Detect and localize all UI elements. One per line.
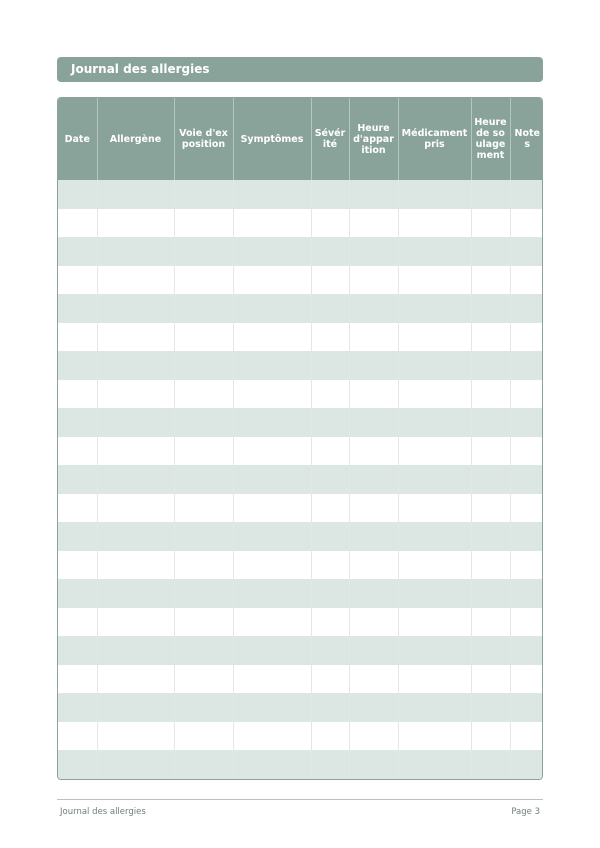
- table-cell[interactable]: [233, 294, 311, 323]
- table-cell[interactable]: [349, 636, 398, 665]
- table-cell[interactable]: [174, 551, 233, 580]
- table-cell[interactable]: [349, 579, 398, 608]
- table-cell[interactable]: [311, 294, 349, 323]
- table-cell[interactable]: [398, 750, 471, 779]
- table-cell[interactable]: [349, 209, 398, 238]
- table-cell[interactable]: [311, 494, 349, 523]
- table-cell[interactable]: [510, 693, 543, 722]
- table-cell[interactable]: [58, 750, 97, 779]
- table-cell[interactable]: [58, 722, 97, 751]
- table-cell[interactable]: [471, 522, 510, 551]
- table-cell[interactable]: [311, 750, 349, 779]
- table-cell[interactable]: [97, 636, 174, 665]
- table-cell[interactable]: [58, 323, 97, 352]
- table-cell[interactable]: [97, 180, 174, 209]
- table-cell[interactable]: [174, 408, 233, 437]
- table-cell[interactable]: [233, 551, 311, 580]
- table-cell[interactable]: [510, 266, 543, 295]
- table-cell[interactable]: [233, 522, 311, 551]
- table-cell[interactable]: [97, 665, 174, 694]
- footer-title: Journal des allergies: [60, 807, 146, 817]
- table-cell[interactable]: [233, 437, 311, 466]
- table-cell[interactable]: [311, 636, 349, 665]
- table-cell[interactable]: [58, 437, 97, 466]
- table-cell[interactable]: [174, 351, 233, 380]
- table-cell[interactable]: [174, 579, 233, 608]
- table-cell[interactable]: [174, 665, 233, 694]
- table-cell[interactable]: [510, 380, 543, 409]
- table-cell[interactable]: [398, 323, 471, 352]
- table-cell[interactable]: [510, 608, 543, 637]
- table-cell[interactable]: [311, 180, 349, 209]
- table-cell[interactable]: [349, 380, 398, 409]
- table-row: [58, 665, 543, 694]
- table-cell[interactable]: [233, 408, 311, 437]
- table-cell[interactable]: [58, 665, 97, 694]
- table-cell[interactable]: [97, 237, 174, 266]
- table-cell[interactable]: [398, 380, 471, 409]
- table-cell[interactable]: [233, 237, 311, 266]
- table-cell[interactable]: [311, 608, 349, 637]
- table-cell[interactable]: [58, 494, 97, 523]
- table-cell[interactable]: [233, 180, 311, 209]
- column-header-severity: Sévérité: [311, 98, 349, 180]
- table-row: [58, 579, 543, 608]
- table-cell[interactable]: [471, 209, 510, 238]
- table-row: [58, 437, 543, 466]
- table-cell[interactable]: [311, 722, 349, 751]
- table-cell[interactable]: [510, 408, 543, 437]
- table-cell[interactable]: [349, 266, 398, 295]
- table-cell[interactable]: [174, 380, 233, 409]
- table-cell[interactable]: [97, 408, 174, 437]
- table-cell[interactable]: [398, 579, 471, 608]
- table-cell[interactable]: [311, 351, 349, 380]
- table-cell[interactable]: [174, 693, 233, 722]
- table-cell[interactable]: [510, 722, 543, 751]
- table-cell[interactable]: [349, 722, 398, 751]
- table-cell[interactable]: [398, 693, 471, 722]
- table-cell[interactable]: [58, 408, 97, 437]
- table-cell[interactable]: [58, 180, 97, 209]
- table-cell[interactable]: [97, 351, 174, 380]
- table-row: [58, 266, 543, 295]
- table-cell[interactable]: [510, 437, 543, 466]
- table-cell[interactable]: [510, 323, 543, 352]
- table-cell[interactable]: [471, 351, 510, 380]
- table-cell[interactable]: [174, 180, 233, 209]
- table-cell[interactable]: [97, 522, 174, 551]
- table-cell[interactable]: [510, 209, 543, 238]
- table-cell[interactable]: [58, 636, 97, 665]
- table-cell[interactable]: [349, 351, 398, 380]
- table-cell[interactable]: [174, 608, 233, 637]
- table-cell[interactable]: [398, 209, 471, 238]
- table-cell[interactable]: [58, 380, 97, 409]
- table-cell[interactable]: [510, 180, 543, 209]
- table-cell[interactable]: [398, 180, 471, 209]
- table-cell[interactable]: [311, 693, 349, 722]
- table-cell[interactable]: [471, 437, 510, 466]
- table-cell[interactable]: [398, 465, 471, 494]
- table-header-row: [58, 98, 543, 180]
- table-cell[interactable]: [471, 323, 510, 352]
- table-row: [58, 380, 543, 409]
- table-cell[interactable]: [311, 323, 349, 352]
- table-cell[interactable]: [471, 665, 510, 694]
- table-cell[interactable]: [97, 693, 174, 722]
- table-cell[interactable]: [398, 294, 471, 323]
- table-cell[interactable]: [510, 522, 543, 551]
- table-cell[interactable]: [58, 579, 97, 608]
- table-cell[interactable]: [311, 237, 349, 266]
- table-cell[interactable]: [58, 465, 97, 494]
- table-cell[interactable]: [398, 437, 471, 466]
- table-cell[interactable]: [97, 209, 174, 238]
- table-cell[interactable]: [510, 294, 543, 323]
- table-cell[interactable]: [97, 266, 174, 295]
- table-cell[interactable]: [233, 608, 311, 637]
- table-cell[interactable]: [58, 693, 97, 722]
- table-cell[interactable]: [233, 636, 311, 665]
- table-cell[interactable]: [174, 636, 233, 665]
- table-cell[interactable]: [233, 351, 311, 380]
- table-cell[interactable]: [349, 750, 398, 779]
- table-cell[interactable]: [174, 722, 233, 751]
- table-cell[interactable]: [349, 522, 398, 551]
- table-cell[interactable]: [349, 693, 398, 722]
- table-cell[interactable]: [471, 551, 510, 580]
- table-cell[interactable]: [311, 209, 349, 238]
- table-row: [58, 408, 543, 437]
- table-cell[interactable]: [398, 551, 471, 580]
- column-header-notes: Notes: [510, 98, 543, 180]
- table-cell[interactable]: [97, 722, 174, 751]
- table-cell[interactable]: [510, 551, 543, 580]
- table-cell[interactable]: [510, 237, 543, 266]
- table-cell[interactable]: [349, 237, 398, 266]
- table-row: [58, 351, 543, 380]
- table-cell[interactable]: [398, 351, 471, 380]
- table-cell[interactable]: [510, 465, 543, 494]
- table-cell[interactable]: [398, 266, 471, 295]
- table-row: [58, 636, 543, 665]
- table-cell[interactable]: [398, 636, 471, 665]
- table-cell[interactable]: [97, 380, 174, 409]
- table-cell[interactable]: [97, 465, 174, 494]
- table-cell[interactable]: [58, 608, 97, 637]
- table-row: [58, 551, 543, 580]
- table-cell[interactable]: [349, 180, 398, 209]
- table-cell[interactable]: [311, 465, 349, 494]
- table-cell[interactable]: [510, 494, 543, 523]
- table-cell[interactable]: [58, 266, 97, 295]
- table-cell[interactable]: [174, 465, 233, 494]
- table-cell[interactable]: [233, 380, 311, 409]
- table-row: [58, 323, 543, 352]
- table-cell[interactable]: [398, 522, 471, 551]
- table-cell[interactable]: [471, 693, 510, 722]
- table-cell[interactable]: [471, 294, 510, 323]
- table-row: [58, 180, 543, 209]
- table-cell[interactable]: [349, 665, 398, 694]
- table-cell[interactable]: [349, 494, 398, 523]
- table-cell[interactable]: [349, 408, 398, 437]
- column-header-exposure-route: Voie d'exposition: [174, 98, 233, 180]
- table-row: [58, 494, 543, 523]
- table-cell[interactable]: [174, 266, 233, 295]
- table-cell[interactable]: [233, 722, 311, 751]
- footer-divider: [57, 799, 543, 800]
- table-row: [58, 237, 543, 266]
- table-cell[interactable]: [471, 722, 510, 751]
- table-cell[interactable]: [471, 608, 510, 637]
- table-cell[interactable]: [174, 294, 233, 323]
- table-cell[interactable]: [471, 180, 510, 209]
- table-cell[interactable]: [58, 551, 97, 580]
- table-row: [58, 209, 543, 238]
- table-cell[interactable]: [174, 209, 233, 238]
- table-cell[interactable]: [349, 608, 398, 637]
- table-cell[interactable]: [174, 494, 233, 523]
- page-title: Journal des allergies: [57, 57, 543, 82]
- table-cell[interactable]: [471, 408, 510, 437]
- table-cell[interactable]: [471, 465, 510, 494]
- table-cell[interactable]: [510, 750, 543, 779]
- column-header-allergen: Allergène: [97, 98, 174, 180]
- table-row: [58, 608, 543, 637]
- table-row: [58, 722, 543, 751]
- table-cell[interactable]: [174, 750, 233, 779]
- table-cell[interactable]: [398, 665, 471, 694]
- table-row: [58, 750, 543, 779]
- column-header-relief-time: Heure de soulagement: [471, 98, 510, 180]
- table-row: [58, 294, 543, 323]
- table-cell[interactable]: [58, 209, 97, 238]
- table-cell[interactable]: [233, 209, 311, 238]
- table-cell[interactable]: [349, 294, 398, 323]
- table-row: [58, 522, 543, 551]
- table-cell[interactable]: [97, 551, 174, 580]
- table-row: [58, 465, 543, 494]
- table-cell[interactable]: [311, 551, 349, 580]
- table-cell[interactable]: [510, 351, 543, 380]
- table-cell[interactable]: [510, 636, 543, 665]
- table-cell[interactable]: [311, 665, 349, 694]
- table-cell[interactable]: [349, 323, 398, 352]
- table-cell[interactable]: [97, 437, 174, 466]
- allergy-log-table: [57, 97, 543, 780]
- table-cell[interactable]: [233, 465, 311, 494]
- table-cell[interactable]: [471, 494, 510, 523]
- table-cell[interactable]: [233, 665, 311, 694]
- table-cell[interactable]: [97, 750, 174, 779]
- table-cell[interactable]: [349, 551, 398, 580]
- table-cell[interactable]: [398, 237, 471, 266]
- table-cell[interactable]: [398, 608, 471, 637]
- table-cell[interactable]: [471, 579, 510, 608]
- table-cell[interactable]: [311, 579, 349, 608]
- table-cell[interactable]: [311, 408, 349, 437]
- table-cell[interactable]: [510, 579, 543, 608]
- table-cell[interactable]: [311, 380, 349, 409]
- table-cell[interactable]: [97, 323, 174, 352]
- page-number: Page 3: [511, 807, 540, 817]
- table-cell[interactable]: [174, 323, 233, 352]
- table-cell[interactable]: [58, 237, 97, 266]
- table-cell[interactable]: [311, 266, 349, 295]
- table-cell[interactable]: [471, 237, 510, 266]
- table-cell[interactable]: [233, 579, 311, 608]
- table-cell[interactable]: [471, 266, 510, 295]
- table-cell[interactable]: [471, 380, 510, 409]
- table-cell[interactable]: [311, 522, 349, 551]
- table-cell[interactable]: [233, 494, 311, 523]
- table-cell[interactable]: [58, 294, 97, 323]
- table-cell[interactable]: [398, 494, 471, 523]
- column-header-symptoms: Symptômes: [233, 98, 311, 180]
- table-cell[interactable]: [311, 437, 349, 466]
- table-cell[interactable]: [174, 437, 233, 466]
- column-header-medication: Médicament pris: [398, 98, 471, 180]
- column-header-onset-time: Heure d'apparition: [349, 98, 398, 180]
- table-cell[interactable]: [471, 750, 510, 779]
- table-cell[interactable]: [58, 351, 97, 380]
- table-cell[interactable]: [233, 266, 311, 295]
- table-cell[interactable]: [510, 665, 543, 694]
- table-cell[interactable]: [97, 294, 174, 323]
- table-cell[interactable]: [174, 522, 233, 551]
- table-cell[interactable]: [97, 494, 174, 523]
- table-cell[interactable]: [349, 465, 398, 494]
- table-cell[interactable]: [233, 750, 311, 779]
- table-cell[interactable]: [174, 237, 233, 266]
- table-cell[interactable]: [58, 522, 97, 551]
- table-cell[interactable]: [97, 608, 174, 637]
- table-cell[interactable]: [471, 636, 510, 665]
- table-cell[interactable]: [233, 693, 311, 722]
- table-cell[interactable]: [97, 579, 174, 608]
- table-cell[interactable]: [398, 722, 471, 751]
- column-header-date: Date: [58, 98, 97, 180]
- table-row: [58, 693, 543, 722]
- table-cell[interactable]: [233, 323, 311, 352]
- table-cell[interactable]: [349, 437, 398, 466]
- table-cell[interactable]: [398, 408, 471, 437]
